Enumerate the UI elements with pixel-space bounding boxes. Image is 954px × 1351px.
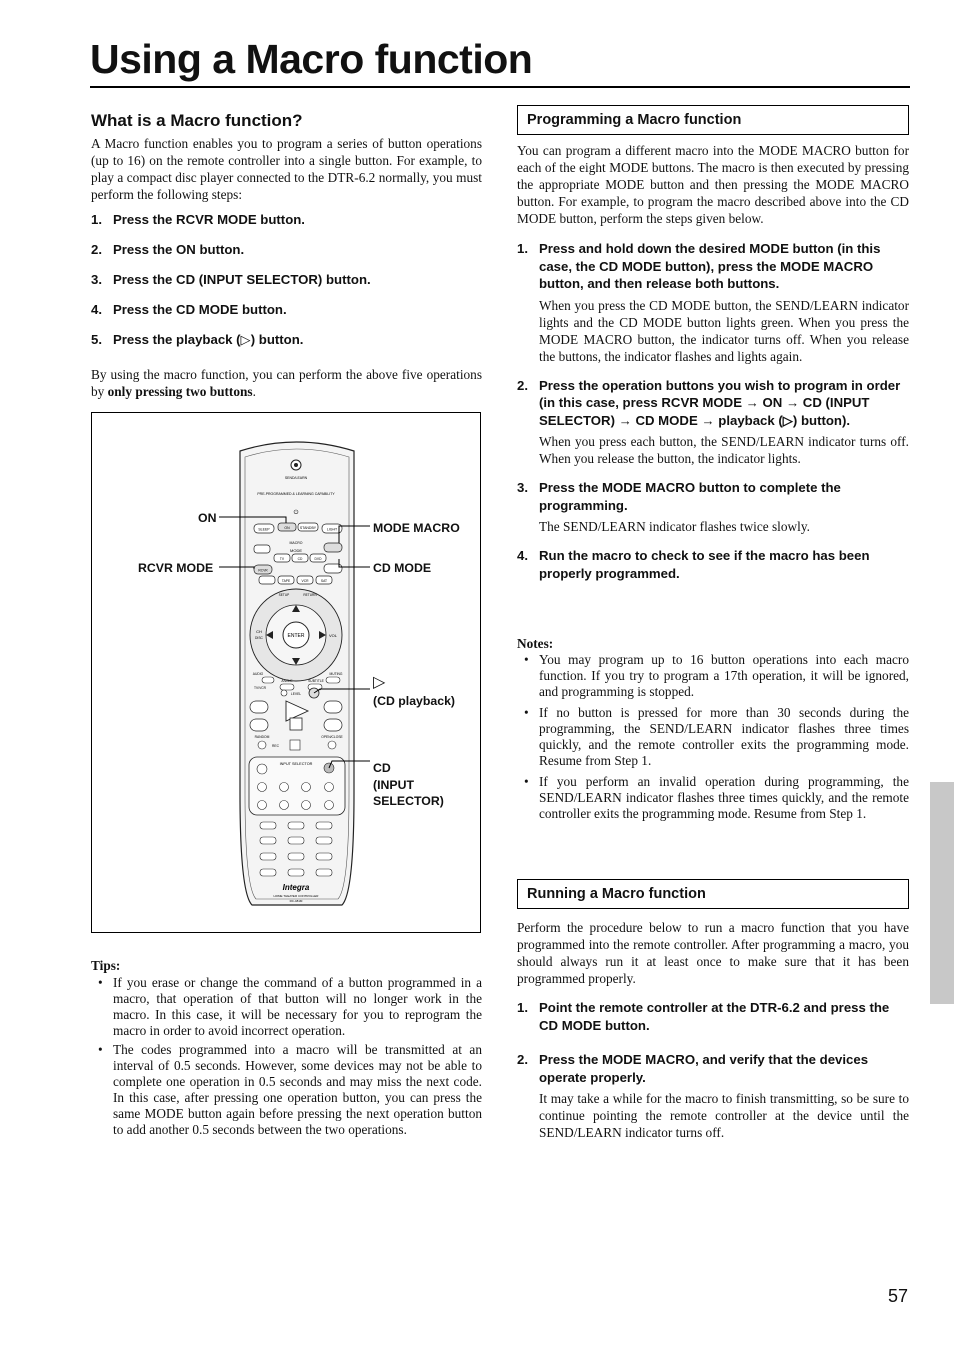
svg-text:TAPE: TAPE (281, 579, 291, 583)
svg-text:HOME THEATER CONTROLLER: HOME THEATER CONTROLLER (273, 894, 319, 898)
svg-text:RETURN: RETURN (303, 593, 317, 597)
svg-text:TV: TV (279, 557, 285, 561)
tips-label: Tips: (91, 958, 121, 973)
figure-label-selector: SELECTOR) (373, 794, 444, 808)
remote-controller-illustration (92, 413, 480, 932)
list-item: • If you perform an invalid operation during programming, the SEND/LEARN indicator flashes three times quickly, and the remote controller exits the programming mode. Resume from Step 1. (517, 774, 909, 822)
svg-text:RANDOM: RANDOM (254, 735, 270, 739)
svg-text:DVD: DVD (314, 557, 322, 561)
title-rule (90, 86, 910, 88)
svg-text:SETUP: SETUP (278, 593, 290, 597)
figure-label-cd-playback: (CD playback) (373, 694, 456, 708)
play-glyph-icon: ▷ (373, 674, 386, 691)
svg-text:CD: CD (297, 557, 303, 561)
svg-text:Integra: Integra (282, 883, 310, 892)
tips-list (91, 975, 482, 1138)
svg-text:SLEEP: SLEEP (258, 527, 270, 532)
svg-text:AUDIO: AUDIO (252, 672, 264, 676)
notes-block (517, 636, 909, 827)
svg-text:LIGHT: LIGHT (326, 527, 338, 532)
svg-text:TV/VCR: TV/VCR (253, 686, 267, 690)
page-number: 57 (887, 1286, 908, 1306)
svg-text:SAT: SAT (320, 579, 328, 583)
example-steps-list (91, 211, 482, 349)
summary-paragraph: By using the macro function, you can perform the above five operations by only pressing two buttons. (91, 367, 482, 399)
programming-intro: You can program a different macro into the MODE MACRO button for each of the eight MODE buttons. The macro is then executed by pressing the appropriate MODE button and then pressing the MODE MACRO button. For example, to program the macro described above into the CD MODE button, perform the steps given below. (517, 143, 909, 226)
svg-text:STANDBY: STANDBY (299, 526, 317, 530)
svg-text:MUTING: MUTING (329, 672, 343, 676)
notes-label: Notes: (517, 636, 554, 651)
list-item: 2. Press the operation buttons you wish to program in order (in this case, press RCVR MODE → ON → CD (INPUT SELECTOR) → CD MODE → playback (▷) button). When you press each button, the SEND/LEARN indicator turns off. When you release the button, the indicator lights. (517, 377, 909, 466)
svg-text:RC-481M: RC-481M (289, 899, 303, 903)
intro-paragraph: A Macro function enables you to program a series of button operations (up to 16) on the remote controller into a single button. For example, to play a compact disc player connected to the DTR-6.2 normally, you must perform the following steps: (91, 136, 482, 202)
page-title: Using a Macro function (90, 36, 533, 82)
svg-text:RCVR: RCVR (258, 568, 268, 573)
svg-text:VCR: VCR (301, 579, 309, 583)
svg-text:MACRO: MACRO (289, 541, 303, 545)
list-item: 1. Press the RCVR MODE button. (91, 212, 305, 227)
remote-figure (91, 412, 481, 933)
running-heading: Running a Macro function (517, 879, 909, 909)
svg-text:INPUT SELECTOR: INPUT SELECTOR (279, 762, 313, 766)
svg-text:DISC: DISC (255, 636, 263, 640)
list-item: • If no button is pressed for more than 30 seconds during the programming, the SEND/LEARN indicator flashes three times quickly, and the remote controller exits the programming mode. Resume from Step 1. (517, 705, 909, 769)
figure-label-mode-macro: MODE MACRO (373, 521, 460, 535)
svg-text:PRE-PROGRAMMED & LEARNING CAPA: PRE-PROGRAMMED & LEARNING CAPABILITY (257, 492, 335, 496)
list-item: • The codes programmed into a macro will be transmitted at an interval of 0.5 seconds. However, some devices may not be able to complete one operation in 0.5 seconds and may miss the next code. In this case, after pressing one operation button, you can press the same MODE button again before pressing the next operation button to add another 0.5 seconds between the two operations. (91, 1042, 482, 1138)
notes-list (517, 652, 909, 822)
section-heading-what-is: What is a Macro function? (91, 111, 303, 130)
tips-block (91, 958, 482, 1143)
figure-label-on: ON (198, 511, 217, 525)
list-item: 4. Press the CD MODE button. (91, 302, 287, 317)
svg-text:SEND/LEARN: SEND/LEARN (284, 476, 308, 480)
list-item: 2. Press the MODE MACRO, and verify that the devices operate properly. It may take a while for the macro to finish transmitting, so be sure to continue pointing the remote controller at the device until the SEND/LEARN indicator turns off. (517, 1052, 909, 1140)
list-item: 3. Press the CD (INPUT SELECTOR) button. (91, 272, 371, 287)
side-tab (930, 782, 954, 1004)
figure-label-cd: CD (373, 761, 391, 775)
running-steps-list (517, 999, 909, 1141)
programming-steps-list (517, 240, 909, 582)
play-glyph-icon: ▷ (240, 332, 251, 347)
list-item: 5. Press the playback (▷) button. (91, 332, 304, 347)
list-item: 3. Press the MODE MACRO button to complete the programming. The SEND/LEARN indicator flashes twice slowly. (517, 480, 841, 534)
figure-label-cd-mode: CD MODE (373, 561, 432, 575)
svg-text:ANGLE: ANGLE (281, 679, 293, 683)
list-item: 2. Press the ON button. (91, 242, 245, 257)
svg-text:MODE: MODE (290, 548, 302, 553)
svg-text:CH: CH (256, 629, 262, 634)
svg-text:SUBTITLE: SUBTITLE (308, 679, 324, 683)
figure-label-rcvr-mode: RCVR MODE (138, 561, 214, 575)
left-intro-block (91, 135, 482, 203)
list-item: 1. Point the remote controller at the DTR-6.2 and press the CD MODE button. (517, 1000, 890, 1033)
svg-text:VOL: VOL (328, 633, 338, 638)
svg-text:ON: ON (284, 526, 290, 530)
list-item: • You may program up to 16 button operations into each macro function. If you try to program a 17th operation, it will be ignored, and programming is stopped. (517, 652, 909, 700)
list-item: 4. Run the macro to check to see if the macro has been properly programmed. (517, 548, 870, 581)
running-intro: Perform the procedure below to run a macro function that you have programmed into the remote controller. After programming a macro, you should always run it at least once to make sure that it has been programmed properly. (517, 920, 909, 986)
list-item: • If you erase or change the command of a button programmed in a macro, that operation of that button will no longer work in the macro. In this case, it will be necessary for you to reprogram the macro in order to avoid incorrect operation. (91, 975, 482, 1039)
svg-text:REC: REC (272, 744, 279, 748)
svg-text:LEVEL: LEVEL (290, 692, 302, 696)
programming-heading: Programming a Macro function (517, 105, 909, 135)
svg-text:⏻: ⏻ (293, 509, 299, 516)
list-item: 1. Press and hold down the desired MODE button (in this case, the CD MODE button), press the MODE MACRO button, and then release both buttons. When you press the CD MODE button, the SEND/LEARN indicator lights and the CD MODE button lights green. When you press the MODE MACRO button, the indicator turns off. When you release the buttons, the indicator flashes and lights again. (517, 241, 909, 364)
figure-label-input: (INPUT (373, 778, 414, 792)
svg-text:ENTER: ENTER (287, 633, 305, 639)
svg-text:OPEN/CLOSE: OPEN/CLOSE (321, 735, 343, 739)
